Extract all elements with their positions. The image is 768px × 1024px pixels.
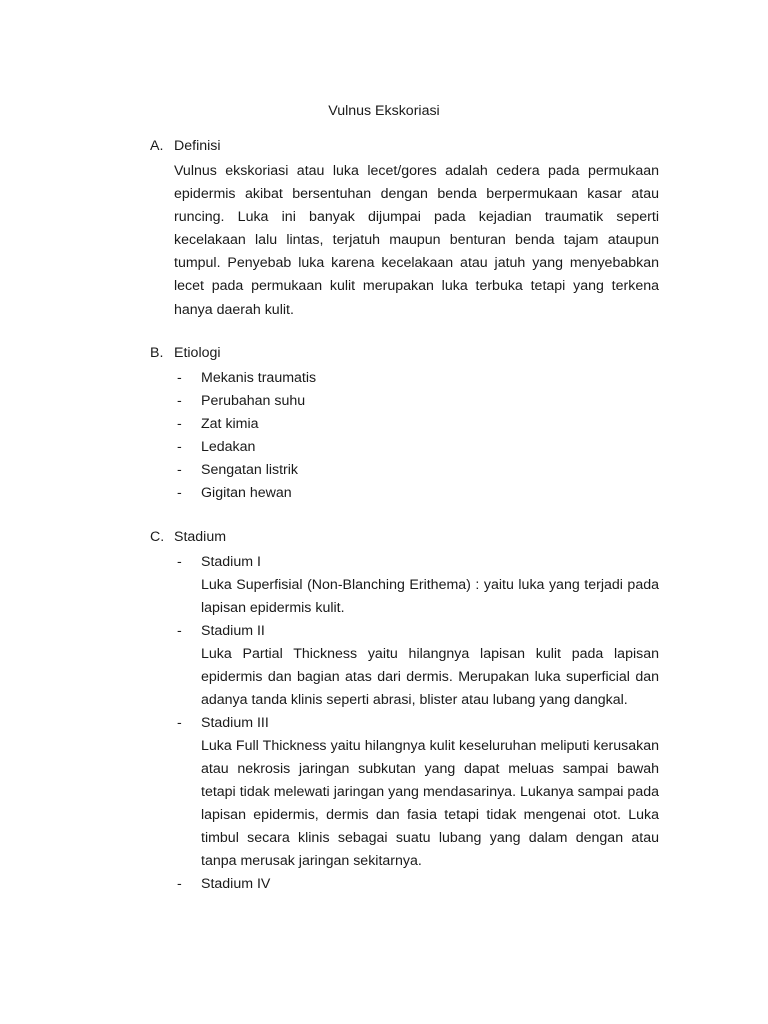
stage-name: Stadium II — [201, 623, 265, 639]
list-bullet: - — [177, 623, 182, 639]
stage-item — [150, 873, 660, 896]
section-letter: B. — [150, 345, 164, 361]
stage-item — [150, 620, 660, 712]
list-bullet: - — [177, 416, 182, 432]
list-item — [150, 482, 660, 505]
list-item-text: Perubahan suhu — [201, 393, 306, 409]
section-title: Stadium — [174, 529, 227, 545]
list-bullet: - — [177, 370, 182, 386]
list-bullet: - — [177, 554, 182, 570]
stage-name: Stadium III — [201, 715, 269, 731]
section-title: Etiologi — [174, 345, 221, 361]
list-item-text: Mekanis traumatis — [201, 370, 317, 386]
definition-paragraph: Vulnus ekskoriasi atau luka lecet/gores adalah cedera pada permukaan epidermis akibat bersentuhan dengan benda berpermukaan kasar atau runcing. Luka ini banyak dijumpai pada kejadian traumatik seperti kecelakaan lalu lintas, terjatuh maupun benturan benda tajam ataupun tumpul. Penyebab luka karena kecelakaan atau jatuh yang menyebabkan lecet pada permukaan kulit merupakan luka terbuka tetapi yang terkena hanya daerah kulit. — [174, 163, 659, 318]
section-heading — [150, 528, 660, 551]
stage-name: Stadium IV — [201, 876, 271, 892]
list-item-text: Gigitan hewan — [201, 485, 292, 501]
stage-name: Stadium I — [201, 554, 261, 570]
list-item — [150, 390, 660, 413]
section-etiologi — [150, 344, 660, 505]
list-item-text: Sengatan listrik — [201, 462, 298, 478]
stage-item — [150, 551, 660, 620]
section-heading — [150, 137, 660, 160]
section-definisi — [150, 137, 660, 322]
section-letter: C. — [150, 529, 165, 545]
list-bullet: - — [177, 715, 182, 731]
list-bullet: - — [177, 485, 182, 501]
stage-list — [150, 551, 660, 896]
document-title: Vulnus Ekskoriasi — [328, 103, 440, 119]
list-bullet: - — [177, 393, 182, 409]
section-heading — [150, 344, 660, 367]
stage-description: Luka Superfisial (Non-Blanching Erithema) : yaitu luka yang terjadi pada lapisan epidermis kulit. — [201, 577, 659, 616]
list-item — [150, 459, 660, 482]
list-bullet: - — [177, 876, 182, 892]
list-bullet: - — [177, 439, 182, 455]
stage-item — [150, 712, 660, 873]
list-item — [150, 436, 660, 459]
list-item — [150, 413, 660, 436]
section-letter: A. — [150, 138, 164, 154]
stage-description: Luka Partial Thickness yaitu hilangnya lapisan kulit pada lapisan epidermis dan bagian atas dari dermis. Merupakan luka superficial dan adanya tanda klinis seperti abrasi, blister atau lubang yang dangkal. — [201, 646, 659, 708]
list-item-text: Ledakan — [201, 439, 256, 455]
section-title: Definisi — [174, 138, 221, 154]
stage-description: Luka Full Thickness yaitu hilangnya kulit keseluruhan meliputi kerusakan atau nekrosis jaringan subkutan yang dapat meluas sampai bawah tetapi tidak melewati jaringan yang mendasarinya. Lukanya sampai pada lapisan epidermis, dermis dan fasia tetapi tidak mengenai otot. Luka timbul secara klinis sebagai suatu lubang yang dalam dengan atau tanpa merusak jaringan sekitarnya. — [201, 738, 659, 869]
list-item-text: Zat kimia — [201, 416, 259, 432]
list-bullet: - — [177, 462, 182, 478]
list-item — [150, 367, 660, 390]
section-stadium — [150, 528, 660, 896]
etiology-list — [150, 367, 660, 505]
